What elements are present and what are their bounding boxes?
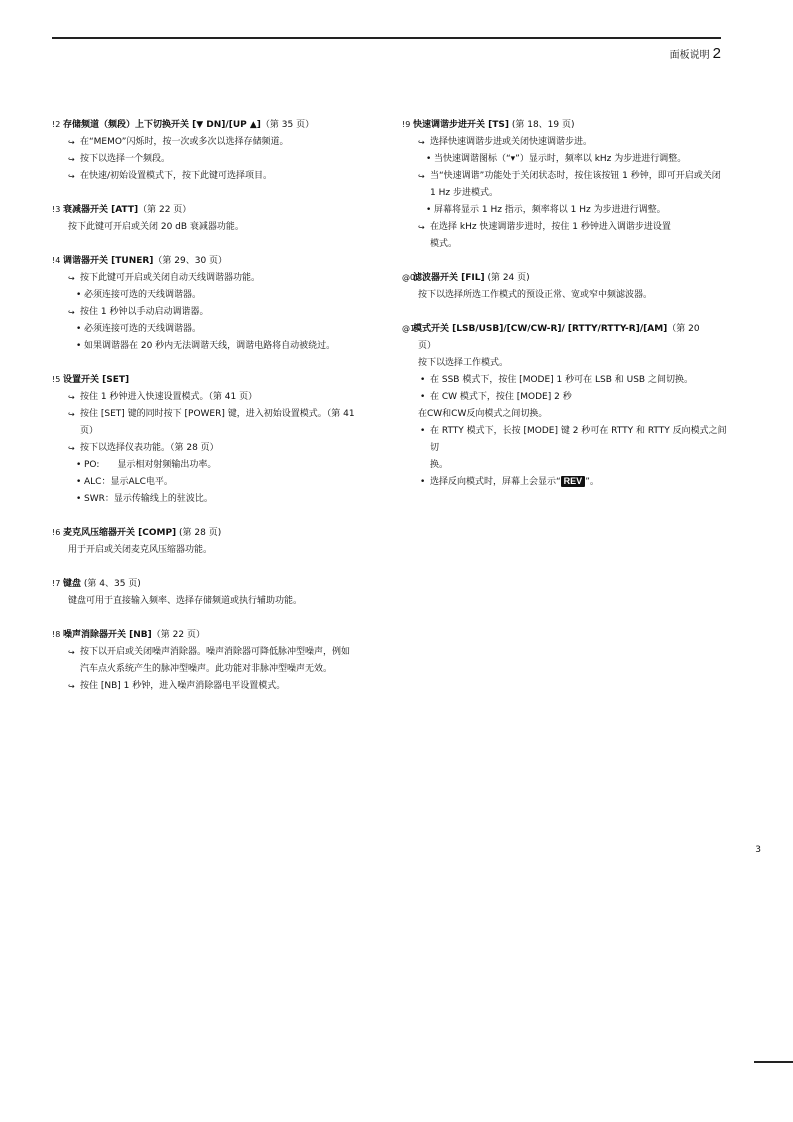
section-body: 按下以选择工作模式。 [418,358,509,368]
bullet-item: • 如果调谐器在 20 秒内无法调谐天线，调谐电路将自动被绕过。 [52,338,372,355]
arrow-icon: ↪ [68,138,75,147]
bullet-icon: • [420,375,426,385]
bullet-item: • SWR：显示传输线上的驻波比。 [52,491,372,508]
page-ref: （第 29、30 页） [153,256,228,266]
list-item: ↪ 按下以选择一个频段。 [52,151,372,168]
page-ref: (第 18、19 页) [508,120,575,130]
bullet-icon: • [426,205,432,215]
section-body: 用于开启或关闭麦克风压缩器功能。 [68,545,213,555]
item-number: !3 [52,205,61,214]
bullet-item: • ALC：显示ALC电平。 [52,474,372,491]
list-item: ↪ 在快速/初始设置模式下，按下此键可选择项目。 [52,168,372,185]
section-title: !6 麦克风压缩器开关 [COMP] (第 28 页) [52,524,372,542]
bullet-icon: • [76,341,82,351]
bullet-item: • PO: 显示相对射频输出功率。 [52,457,372,474]
list-item: ↪ 按下此键可开启或关闭自动天线调谐器功能。 [52,270,372,287]
section-title: @1模式开关 [LSB/USB]/[CW/CW-R]/ [RTTY/RTTY-R]/[AM]（第 20 [402,320,732,338]
bullet-icon: • [76,460,82,470]
header-rule [52,37,721,39]
section-tuning-step-switch [402,116,732,253]
section-noise-blanker [52,626,372,695]
bullet-icon: • [420,426,426,436]
bullet-item: • 在 RTTY 模式下，长按 [MODE] 键 2 秒可在 RTTY 和 RTTY 反向模式之间切 [402,423,732,457]
section-keypad [52,575,372,610]
bullet-item: • 必须连接可选的天线调谐器。 [52,287,372,304]
list-item-continued: 在CW和CW反向模式之间切换。 [418,409,548,419]
header-title: 面板说明 [669,50,710,61]
list-item-continued: 1 Hz 步进模式。 [430,188,498,198]
list-item-continued: 汽车点火系统产生的脉冲型噪声。此功能对非脉冲型噪声无效。 [80,664,333,674]
item-number: !9 [402,120,411,129]
section-comp-switch [52,524,372,559]
list-item: ↪ 按下以选择仪表功能。（第 28 页） [52,440,372,457]
arrow-icon: ↪ [418,138,425,147]
page-ref-continued: 页） [418,341,437,351]
bullet-item: • 屏幕将显示 1 Hz 指示，频率将以 1 Hz 为步进进行调整。 [402,202,732,219]
item-number: !4 [52,256,61,265]
bullet-icon: • [76,477,82,487]
bullet-icon: • [420,477,426,487]
rev-badge: REV [561,476,586,487]
arrow-icon: ↪ [68,682,75,691]
item-number: !2 [52,120,61,129]
bullet-icon: • [76,290,82,300]
bullet-item: • 必须连接可选的天线调谐器。 [52,321,372,338]
list-item: ↪ 按住 1 秒钟以手动启动调谐器。 [52,304,372,321]
section-body: 按下以选择所选工作模式的预设正常、宽或窄中频滤波器。 [418,290,653,300]
page-ref: （第 35 页） [260,120,315,130]
page-ref: (第 24 页) [484,273,530,283]
section-title: !9 快速调谐步进开关 [TS] (第 18、19 页) [402,116,732,134]
bullet-item: • 当快速调谐图标（“▾”）显示时，频率以 kHz 为步进进行调整。 [402,151,732,168]
list-item-continued: 页） [80,426,99,436]
left-column [52,116,372,711]
item-number: !8 [52,630,61,639]
arrow-icon: ↪ [418,223,425,232]
bullet-item: • 在 CW 模式下，按住 [MODE] 2 秒 [402,389,732,406]
page-ref: （第 22 页） [151,630,205,640]
section-memory-band-switch [52,116,372,185]
bullet-icon: • [420,392,426,402]
page-ref: （第 22 页） [138,205,192,215]
page-ref: （第 20 [667,324,700,334]
page-ref: (第 4、35 页) [81,579,141,589]
arrow-icon: ↪ [68,172,75,181]
item-number: !7 [52,579,61,588]
item-number: @0 [402,273,416,282]
list-item: ↪ 按下以开启或关闭噪声消除器。噪声消除器可降低脉冲型噪声，例如 [52,644,372,661]
arrow-icon: ↪ [68,648,75,657]
item-number: !5 [52,375,61,384]
section-filter-switch [402,269,732,304]
list-item: ↪ 在选择 kHz 快速调谐步进时，按住 1 秒钟进入调谐步进设置 [402,219,732,236]
list-item-continued: 模式。 [430,239,458,249]
list-item: ↪ 在“MEMO”闪烁时，按一次或多次以选择存储频道。 [52,134,372,151]
section-title: !4 调谐器开关 [TUNER]（第 29、30 页） [52,252,372,270]
page-number: 3 [755,845,761,855]
right-column [402,116,732,507]
item-number: @1 [402,324,416,333]
section-tuner-switch [52,252,372,355]
bullet-icon: • [426,154,432,164]
list-item-continued: 换。 [430,460,449,470]
list-item: ↪ 按住 [NB] 1 秒钟，进入噪声消除器电平设置模式。 [52,678,372,695]
section-title: !5 设置开关 [SET] [52,371,372,389]
arrow-icon: ↪ [68,308,75,317]
list-item: ↪ 按住 [SET] 键的同时按下 [POWER] 键，进入初始设置模式。（第 41 [52,406,372,423]
arrow-icon: ↪ [68,410,75,419]
footer-rule [754,1061,793,1063]
section-attenuator-switch [52,201,372,236]
section-body: 键盘可用于直接输入频率、选择存储频道或执行辅助功能。 [68,596,303,606]
arrow-icon: ↪ [68,393,75,402]
arrow-icon: ↪ [68,155,75,164]
bullet-icon: • [76,494,82,504]
section-title: @0滤波器开关 [FIL] (第 24 页) [402,269,732,287]
bullet-item: • 选择反向模式时，屏幕上会显示“ REV ”。 [402,474,732,491]
chapter-number: 2 [712,45,721,62]
item-number: !6 [52,528,61,537]
page-header [670,45,721,62]
bullet-icon: • [76,324,82,334]
list-item: ↪ 当“快速调谐”功能处于关闭状态时，按住该按钮 1 秒钟，即可开启或关闭 [402,168,732,185]
section-title: !2 存储频道（频段）上下切换开关 [▼ DN]/[UP ▲]（第 35 页） [52,116,372,134]
section-title: !8 噪声消除器开关 [NB]（第 22 页） [52,626,372,644]
section-title: !3 衰减器开关 [ATT]（第 22 页） [52,201,372,219]
section-body: 按下此键可开启或关闭 20 dB 衰减器功能。 [68,222,244,232]
section-set-switch [52,371,372,508]
bullet-item: • 在 SSB 模式下，按住 [MODE] 1 秒可在 LSB 和 USB 之间切换。 [402,372,732,389]
page-ref: (第 28 页) [176,528,222,538]
list-item: ↪ 选择快速调谐步进或关闭快速调谐步进。 [402,134,732,151]
arrow-icon: ↪ [68,444,75,453]
section-title: !7 键盘 (第 4、35 页) [52,575,372,593]
list-item: ↪ 按住 1 秒钟进入快速设置模式。（第 41 页） [52,389,372,406]
section-mode-switch [402,320,732,491]
arrow-icon: ↪ [68,274,75,283]
arrow-icon: ↪ [418,172,425,181]
